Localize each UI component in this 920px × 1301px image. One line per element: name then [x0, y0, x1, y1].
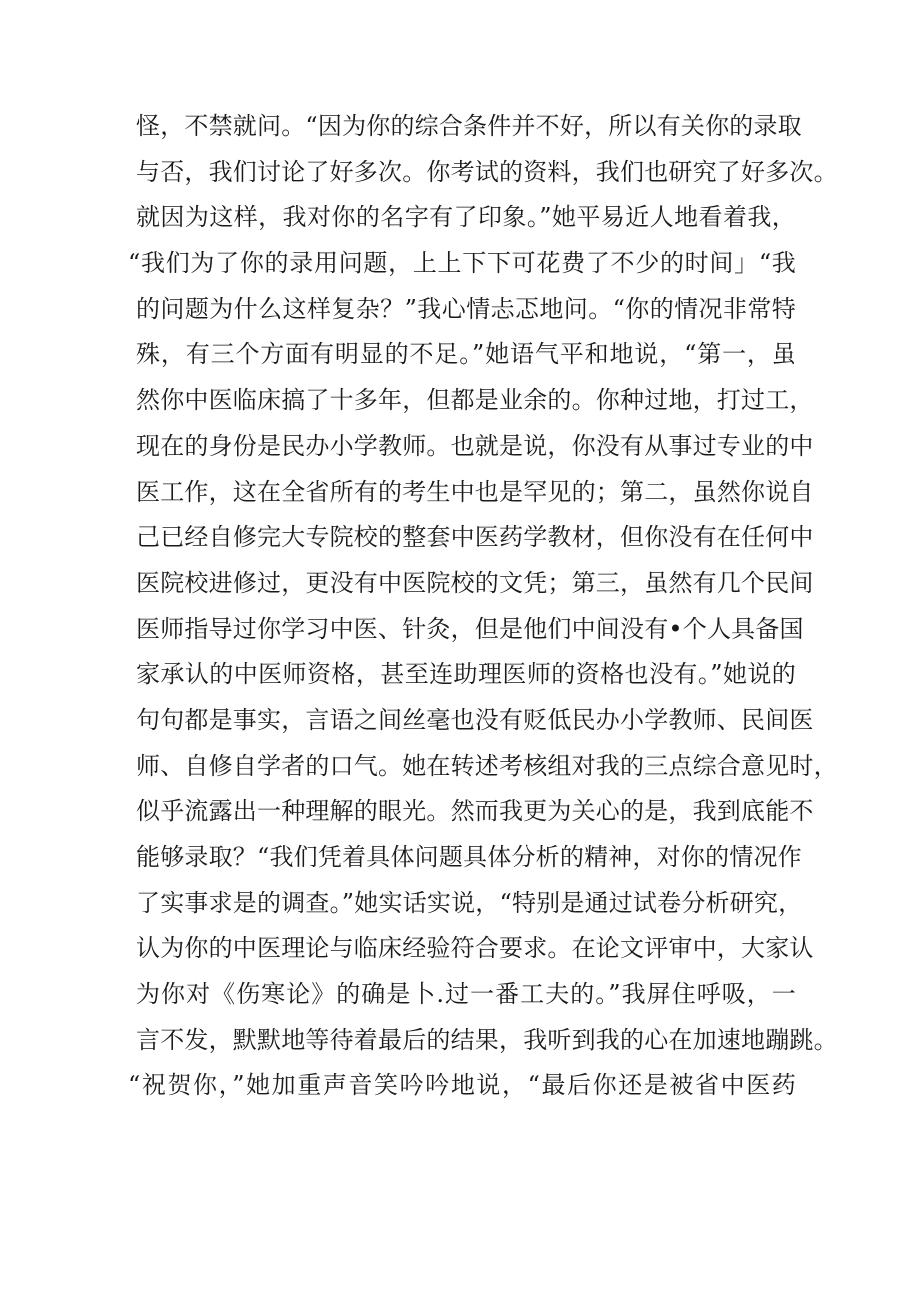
text-line: 认为你的中医理论与临床经验符合要求。在论文评审中，大家认	[136, 934, 814, 963]
text-line: 言不发，默默地等待着最后的结果，我听到我的心在加速地蹦跳。	[136, 1025, 838, 1054]
text-line: 医院校进修过，更没有中医院校的文凭；第三，虽然有几个民间	[136, 568, 814, 597]
text-line: 殊，有三个方面有明显的不足。”她语气平和地说，“第一，虽	[136, 340, 796, 369]
text-line: 与否，我们讨论了好多次。你考试的资料，我们也研究了好多次。	[136, 157, 838, 186]
text-line: 的问题为什么这样复杂？”我心情忐忑地问。“你的情况非常特	[136, 294, 796, 323]
text-line: 能够录取？“我们凭着具体问题具体分析的精神，对你的情况作	[136, 843, 802, 871]
body-text	[128, 104, 838, 1109]
text-line: 医师指导过你学习中医、针灸，但是他们中间没有•个人具备国	[136, 614, 804, 643]
text-line: 己已经自修完大专院校的整套中医药学教材，但你没有在任何中	[136, 523, 814, 552]
text-line: “祝贺你，”她加重声音笑吟吟地说，“最后你还是被省中医药	[128, 1071, 796, 1100]
text-line: “我们为了你的录用问题，上上下下可花费了不少的时间」“我	[128, 249, 796, 278]
text-line: 然你中医临床搞了十多年，但都是业余的。你种过地，打过工，	[136, 386, 814, 415]
text-line: 师、自修自学者的口气。她在转述考核组对我的三点综合意见时，	[136, 751, 838, 780]
text-line: 句句都是事实，言语之间丝毫也没有贬低民办小学教师、民间医	[136, 705, 814, 734]
text-line: 现在的身份是民办小学教师。也就是说，你没有从事过专业的中	[136, 431, 814, 460]
text-line: 了实事求是的调查。”她实话实说，“特别是通过试卷分析研究，	[136, 888, 803, 917]
text-line: 医工作，这在全省所有的考生中也是罕见的；第二，虽然你说自	[136, 477, 814, 506]
text-line: 似乎流露出一种理解的眼光。然而我更为关心的是，我到底能不	[136, 797, 814, 826]
text-line: 怪，不禁就问。“因为你的综合条件并不好，所以有关你的录取	[136, 112, 802, 140]
text-line: 家承认的中医师资格，甚至连助理医师的资格也没有。”她说的	[136, 660, 796, 689]
text-line: 就因为这样，我对你的名字有了印象。”她平易近人地看着我，	[136, 203, 796, 232]
text-line: 为你对《伤寒论》的确是卜.过一番工夫的。”我屏住呼吸，一	[136, 980, 796, 1009]
